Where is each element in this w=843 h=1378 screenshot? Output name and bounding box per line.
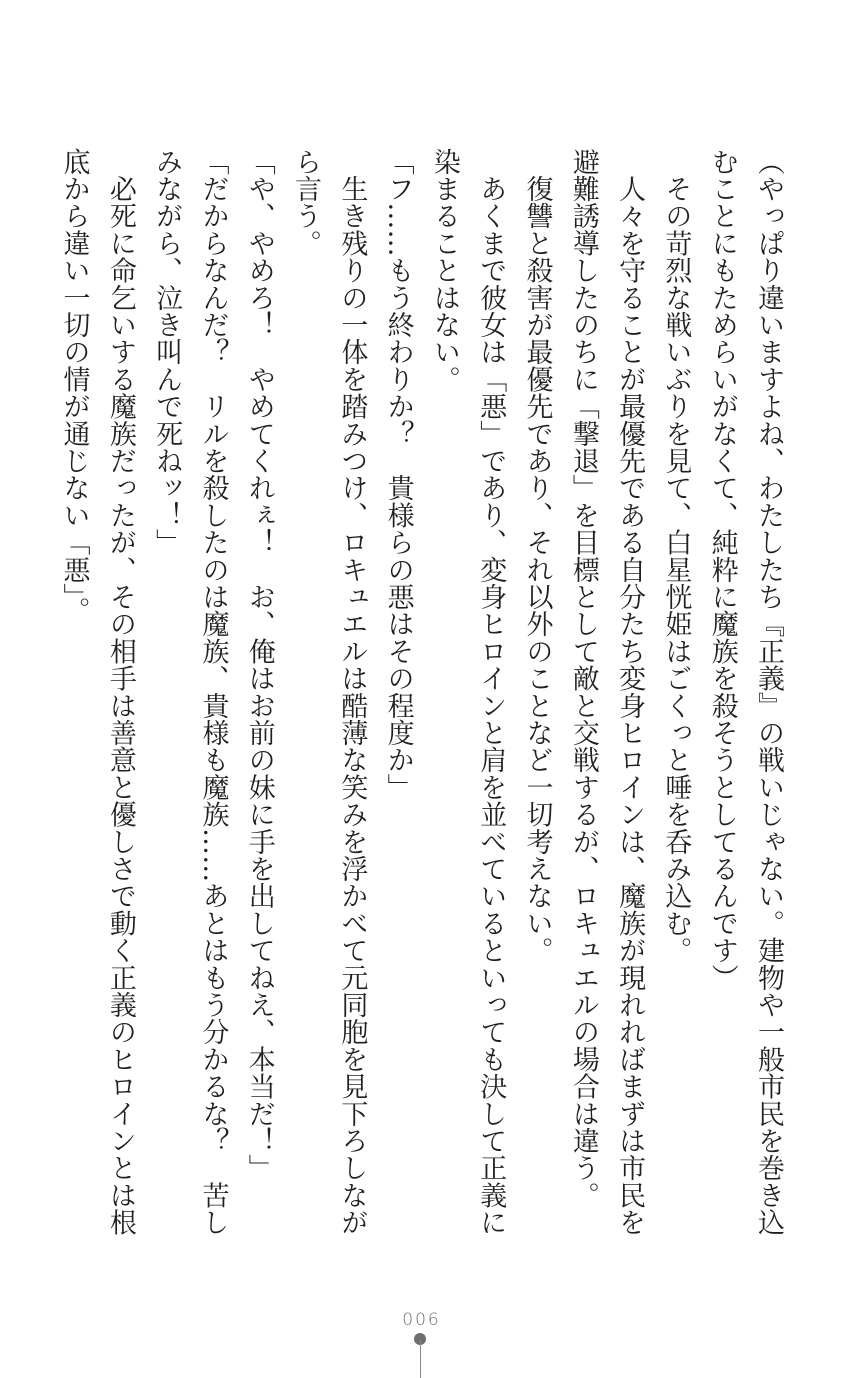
text-column: みながら、泣き叫んで死ねッ！」 <box>151 148 183 556</box>
vertical-body-text <box>50 148 791 1248</box>
page-marker-line <box>420 1340 421 1378</box>
text-column: むことにもためらいがなくて、純粋に魔族を殺そうとしてるんです） <box>706 148 738 992</box>
text-column: 「や、やめろ！ やめてくれぇ！ お、俺はお前の妹に手を出してねえ、本当だ！」 <box>243 148 275 1182</box>
text-column: 染まることはない。 <box>428 148 460 393</box>
text-column: 生き残りの一体を踏みつけ、ロキュエルは酷薄な笑みを浮かべて元同胞を見下ろしなが <box>336 148 368 1236</box>
text-column: 「だからなんだ？ リルを殺したのは魔族、貴様も魔族……あとはもう分かるな？ 苦し <box>197 148 229 1236</box>
text-column: ら言う。 <box>290 148 322 257</box>
text-column: （やっぱり違いますよね、わたしたち『正義』の戦いじゃない。建物や一般市民を巻き込 <box>753 148 784 1236</box>
text-column: 「フ……もう終わりか？ 貴様らの悪はその程度か」 <box>382 148 414 801</box>
text-column: その苛烈な戦いぶりを見て、白星恍姫はごくっと唾を呑み込む。 <box>660 148 692 964</box>
text-column: あくまで彼女は「悪」であり、変身ヒロインと肩を並べているといっても決して正義に <box>475 148 507 1236</box>
page-number: 006 <box>402 1310 441 1330</box>
text-column: 人々を守ることが最優先である自分たち変身ヒロインは、魔族が現れればまずは市民を <box>614 148 646 1236</box>
text-column: 復讐と殺害が最優先であり、それ以外のことなど一切考えない。 <box>521 148 553 964</box>
text-column: 底から違い一切の情が通じない「悪」。 <box>58 148 90 625</box>
text-column: 避難誘導したのちに「撃退」を目標として敵と交戦するが、ロキュエルの場合は違う。 <box>567 148 599 1209</box>
text-column: 必死に命乞いする魔族だったが、その相手は善意と優しさで動く正義のヒロインとは根 <box>104 148 136 1236</box>
